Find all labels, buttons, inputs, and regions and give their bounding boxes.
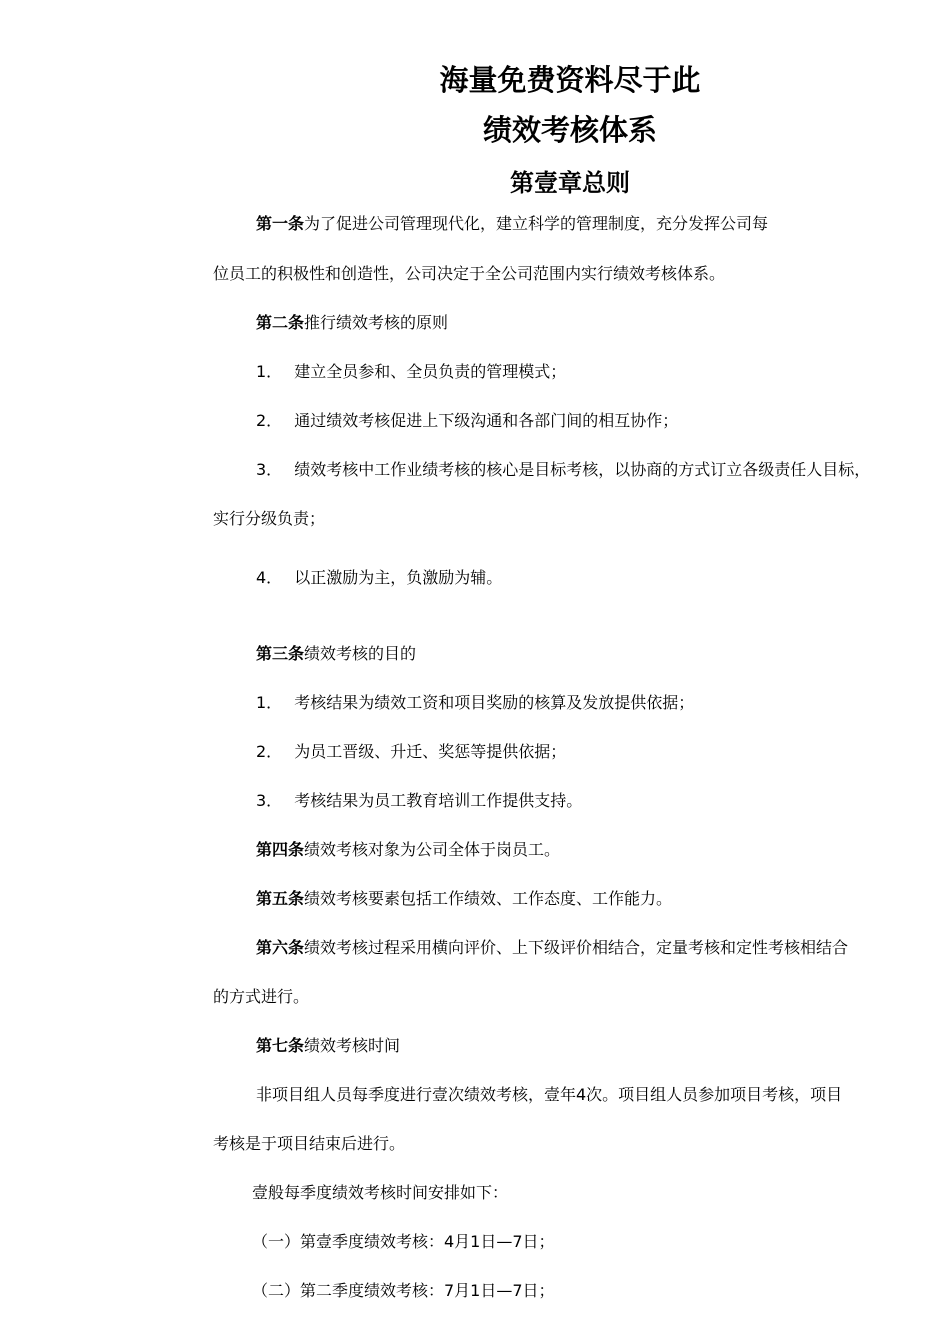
article-1-label: 第一条 bbox=[256, 214, 305, 233]
item-text: 建立全员参和、全员负责的管理模式； bbox=[294, 362, 567, 381]
item-number: 4． bbox=[256, 568, 283, 587]
item-text: 以正激励为主，负激励为辅。 bbox=[294, 568, 503, 587]
item-number: 2． bbox=[256, 411, 283, 430]
article-5-label: 第五条 bbox=[256, 889, 305, 908]
article-3-item-2 bbox=[256, 741, 566, 763]
item-text: 通过绩效考核促进上下级沟通和各部门间的相互协作； bbox=[294, 411, 679, 430]
item-text: 绩效考核中工作业绩考核的核心是目标考核，以协商的方式订立各级责任人目标， bbox=[294, 460, 871, 479]
item-number: 3． bbox=[256, 460, 283, 479]
article-7-heading bbox=[256, 1035, 400, 1057]
item-text: 考核结果为绩效工资和项目奖励的核算及发放提供依据； bbox=[294, 693, 695, 712]
item-text: 为员工晋级、升迁、奖惩等提供依据； bbox=[294, 742, 567, 761]
article-2-heading bbox=[256, 312, 448, 334]
article-2-item-2 bbox=[256, 410, 678, 432]
article-1-text-a: 为了促进公司管理现代化，建立科学的管理制度，充分发挥公司每 bbox=[304, 214, 769, 233]
schedule-intro: 壹般每季度绩效考核时间安排如下： bbox=[252, 1183, 509, 1202]
article-3-text: 绩效考核的目的 bbox=[304, 644, 417, 663]
article-4-label: 第四条 bbox=[256, 840, 305, 859]
article-3-item-1 bbox=[256, 692, 694, 714]
article-3-heading bbox=[256, 643, 416, 665]
article-5-text: 绩效考核要素包括工作绩效、工作态度、工作能力。 bbox=[304, 889, 673, 908]
item-number: 2． bbox=[256, 742, 283, 761]
article-2-item-4 bbox=[256, 567, 502, 589]
article-7-label: 第七条 bbox=[256, 1036, 305, 1055]
article-6-line-1 bbox=[256, 937, 848, 959]
article-2-text: 推行绩效考核的原则 bbox=[304, 313, 449, 332]
article-1-line-1 bbox=[256, 213, 768, 235]
article-7-paragraph-line-2: 考核是于项目结束后进行。 bbox=[213, 1134, 406, 1153]
article-6-text-a: 绩效考核过程采用横向评价、上下级评价相结合，定量考核和定性考核相结合 bbox=[304, 938, 849, 957]
article-1-line-2: 位员工的积极性和创造性，公司决定于全公司范围内实行绩效考核体系。 bbox=[213, 264, 726, 283]
item-text: 考核结果为员工教育培训工作提供支持。 bbox=[294, 791, 583, 810]
article-3-item-3 bbox=[256, 790, 582, 812]
chapter-heading: 第壹章总则 bbox=[510, 169, 630, 197]
site-banner-title: 海量免费资料尽于此 bbox=[439, 63, 701, 97]
article-2-item-3 bbox=[256, 459, 870, 481]
article-4 bbox=[256, 839, 560, 861]
article-2-item-3-continued: 实行分级负责； bbox=[213, 509, 326, 528]
article-4-text: 绩效考核对象为公司全体于岗员工。 bbox=[304, 840, 561, 859]
article-2-item-1 bbox=[256, 361, 566, 383]
article-2-label: 第二条 bbox=[256, 313, 305, 332]
article-7-text: 绩效考核时间 bbox=[304, 1036, 401, 1055]
item-number: 1． bbox=[256, 362, 283, 381]
article-3-label: 第三条 bbox=[256, 644, 305, 663]
article-6-label: 第六条 bbox=[256, 938, 305, 957]
article-7-paragraph-line-1: 非项目组人员每季度进行壹次绩效考核，壹年4次。项目组人员参加项目考核，项目 bbox=[256, 1085, 843, 1104]
schedule-item-q2: （二）第二季度绩效考核：7月1日—7日； bbox=[252, 1281, 555, 1300]
document-title: 绩效考核体系 bbox=[482, 113, 657, 147]
item-number: 1． bbox=[256, 693, 283, 712]
article-5 bbox=[256, 888, 672, 910]
schedule-item-q1: （一）第壹季度绩效考核：4月1日—7日； bbox=[252, 1232, 555, 1251]
article-6-line-2: 的方式进行。 bbox=[213, 987, 310, 1006]
item-number: 3． bbox=[256, 791, 283, 810]
